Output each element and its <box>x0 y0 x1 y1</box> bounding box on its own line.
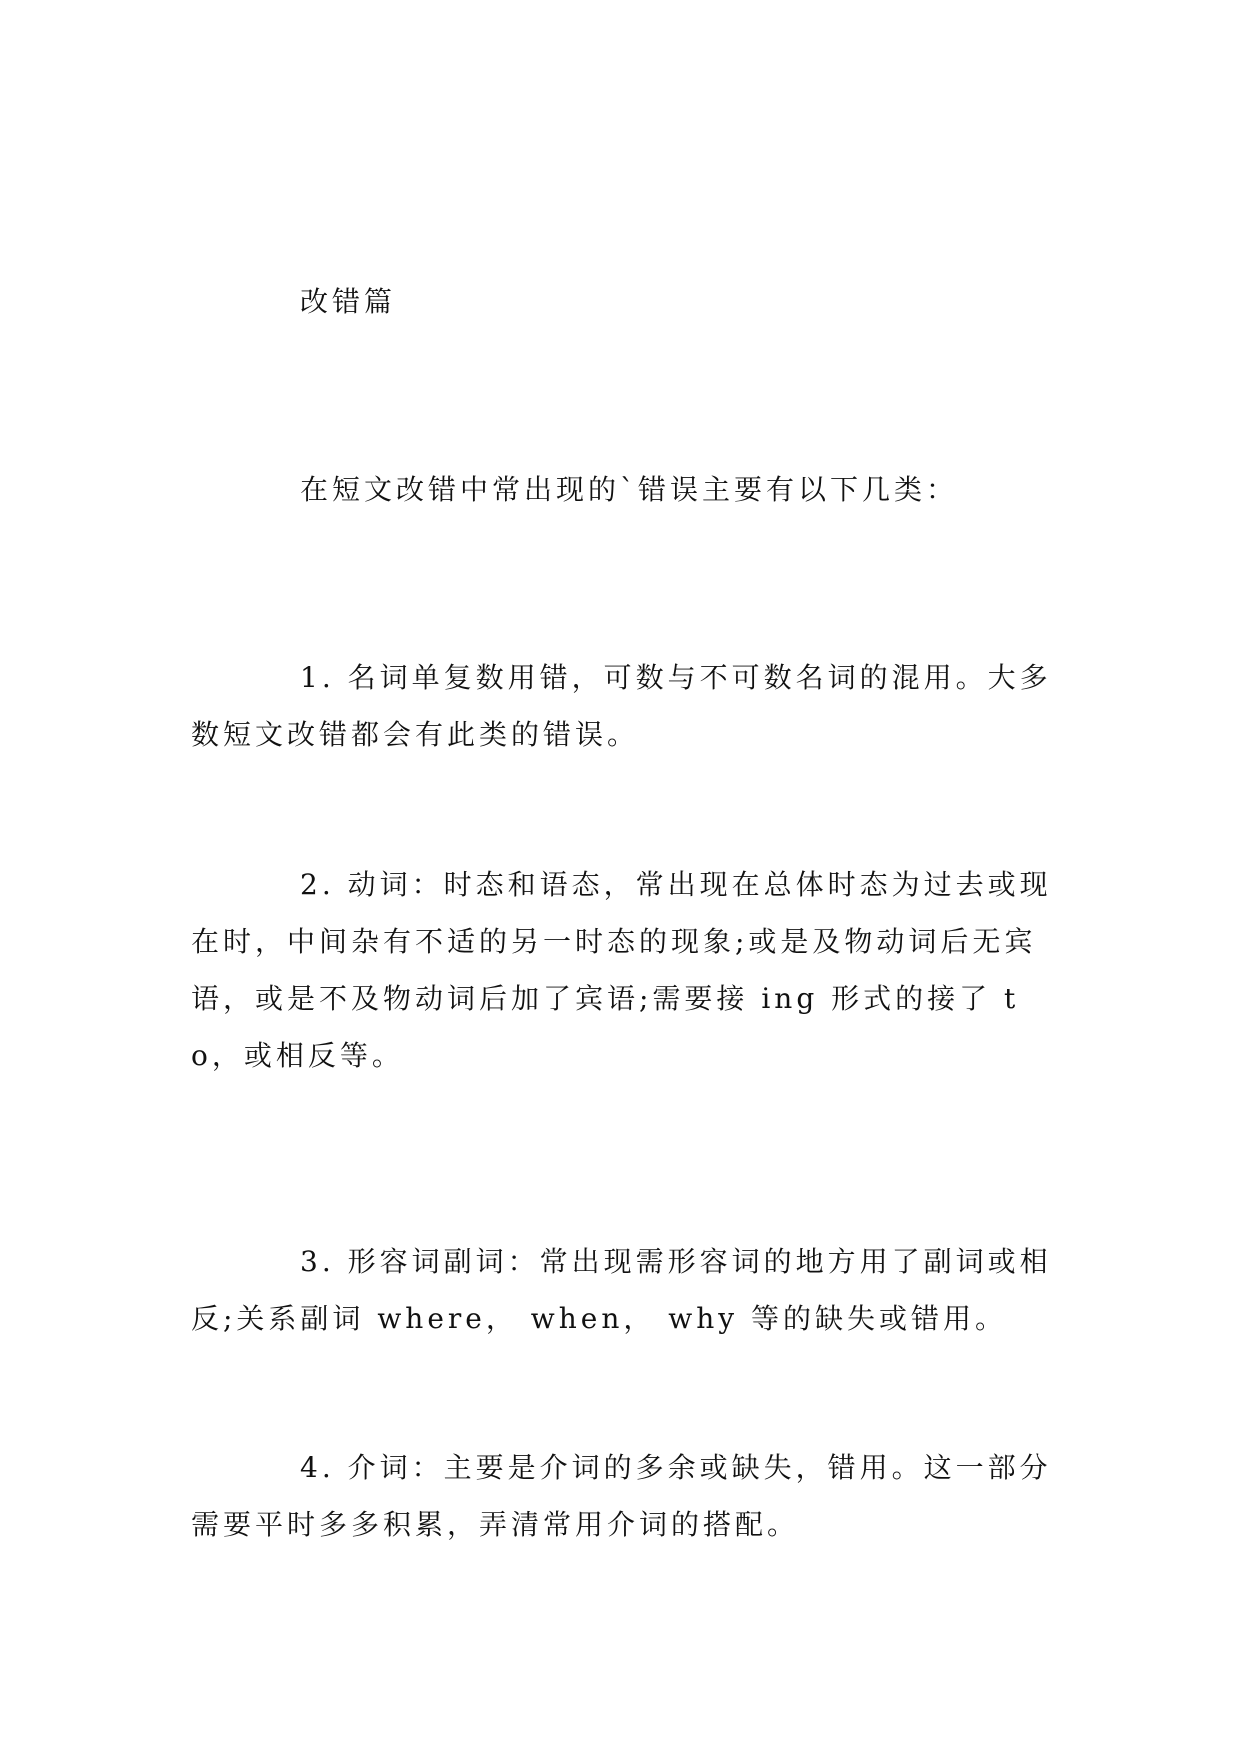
error-type-item-2: 2. 动词：时态和语态，常出现在总体时态为过去或现在时，中间杂有不适的另一时态的现象;或是及物动词后无宾语，或是不及物动词后加了宾语;需要接 ing 形式的接了 to，或相反等。 <box>191 868 1052 1072</box>
error-type-item-4: 4. 介词：主要是介词的多余或缺失，错用。这一部分需要平时多多积累，弄清常用介词的搭配。 <box>191 1451 1052 1541</box>
intro-paragraph: 在短文改错中常出现的`错误主要有以下几类： <box>300 473 959 506</box>
error-type-item-1: 1. 名词单复数用错，可数与不可数名词的混用。大多数短文改错都会有此类的错误。 <box>191 661 1052 751</box>
document-title: 改错篇 <box>300 285 397 318</box>
error-type-item-3: 3. 形容词副词：常出现需形容词的地方用了副词或相反;关系副词 where， when， why 等的缺失或错用。 <box>191 1245 1052 1335</box>
